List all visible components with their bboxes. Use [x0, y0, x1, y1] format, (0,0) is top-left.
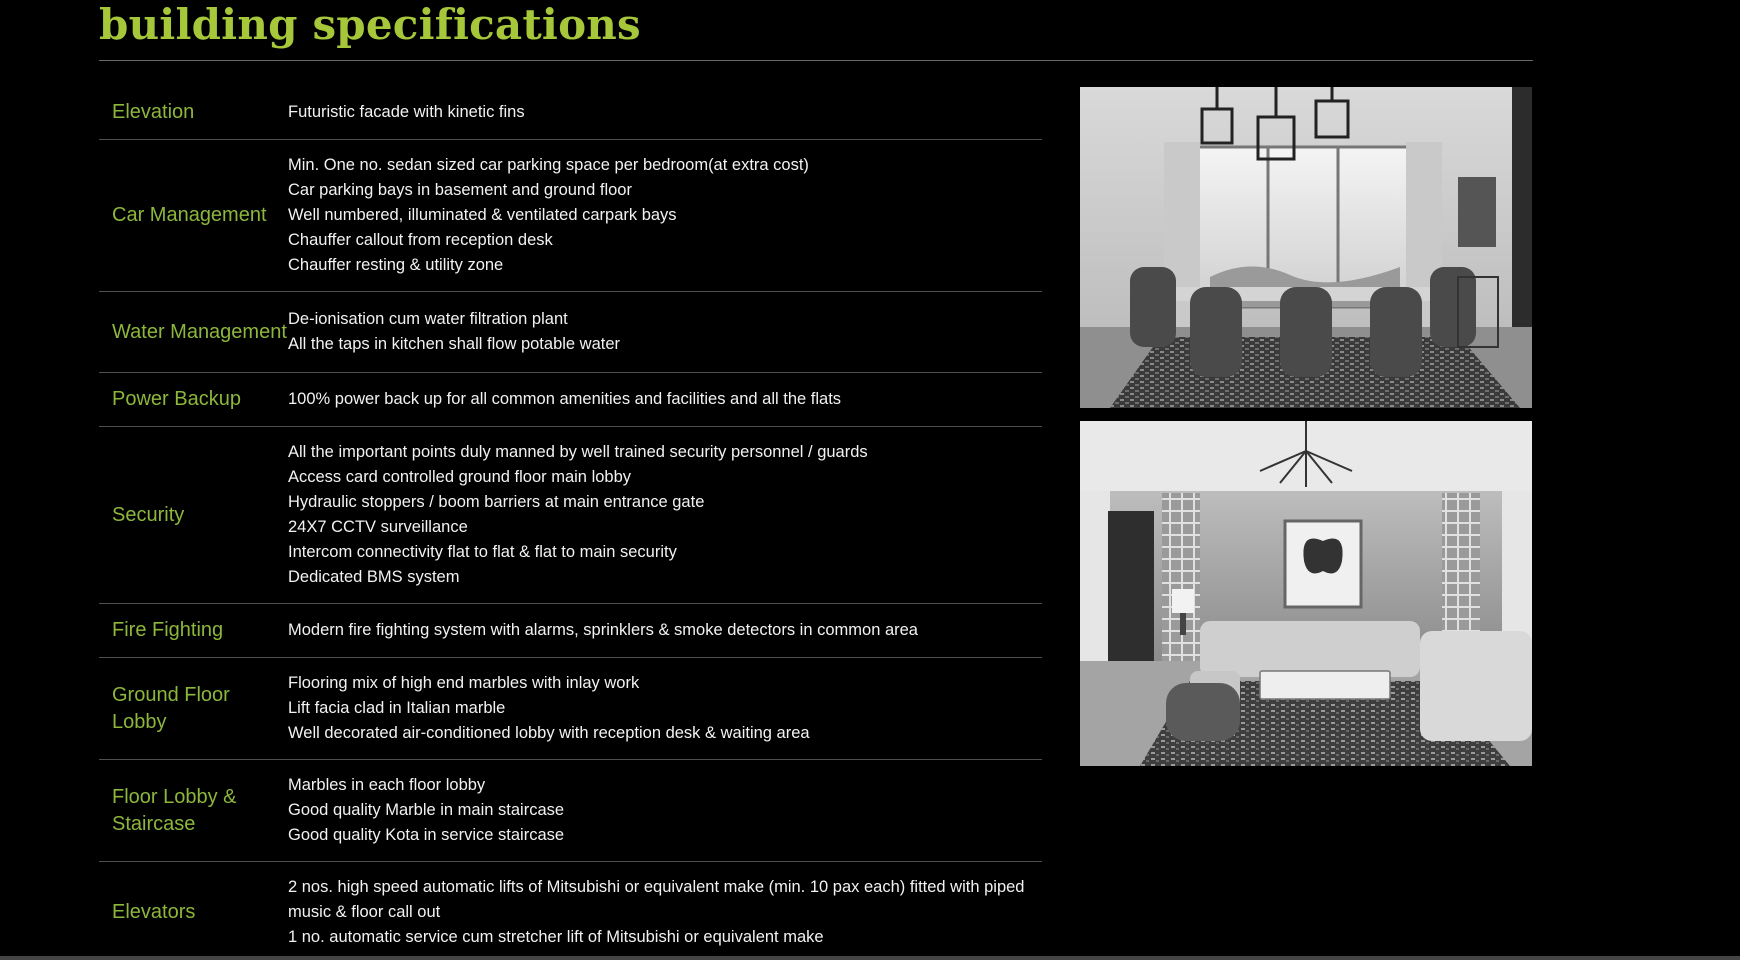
spec-item: Lift facia clad in Italian marble — [288, 699, 506, 717]
spec-row-car-management — [99, 140, 1042, 292]
spec-item: Chauffer callout from reception desk — [288, 231, 553, 249]
spec-row-fire-fighting — [99, 604, 1042, 658]
spec-items — [288, 307, 1042, 357]
spec-item: 24X7 CCTV surveillance — [288, 518, 468, 536]
spec-label: Power Backup — [112, 388, 241, 410]
spec-label: Floor Lobby & Staircase — [112, 785, 237, 835]
dining-room-illustration — [1080, 87, 1532, 408]
spec-row-security — [99, 427, 1042, 604]
spec-item: All the taps in kitchen shall flow potable water — [288, 335, 621, 353]
spec-row-water-management — [99, 292, 1042, 373]
dining-room-photo — [1080, 87, 1532, 408]
spec-row-power-backup — [99, 373, 1042, 427]
spec-item: All the important points duly manned by well trained security personnel / guards — [288, 443, 868, 461]
spec-item: 100% power back up for all common amenities and facilities and all the flats — [288, 390, 842, 408]
spec-item: Flooring mix of high end marbles with inlay work — [288, 674, 640, 692]
living-room-photo — [1080, 421, 1532, 766]
spec-items — [288, 671, 1042, 746]
spec-item: De-ionisation cum water filtration plant — [288, 310, 568, 328]
spec-items — [288, 153, 1042, 278]
spec-items — [288, 618, 1042, 643]
spec-label: Fire Fighting — [112, 619, 224, 641]
spec-row-elevation — [99, 86, 1042, 140]
spec-item: Futuristic facade with kinetic fins — [288, 103, 525, 121]
spec-label: Water Management — [112, 320, 287, 343]
title-divider — [99, 60, 1533, 61]
spec-label: Elevation — [112, 101, 195, 123]
spec-label: Car Management — [112, 204, 267, 226]
spec-item: 2 nos. high speed automatic lifts of Mitsubishi or equivalent make (min. 10 pax each) fitted with piped music & floor call out — [288, 877, 1025, 921]
spec-item: Min. One no. sedan sized car parking space per bedroom(at extra cost) — [288, 156, 809, 174]
spec-item: Marbles in each floor lobby — [288, 776, 486, 794]
spec-row-floor-lobby-staircase — [99, 760, 1042, 862]
bottom-edge — [0, 956, 1740, 960]
spec-label: Ground Floor Lobby — [112, 683, 230, 733]
spec-row-ground-floor-lobby — [99, 658, 1042, 760]
spec-item: Dedicated BMS system — [288, 568, 460, 586]
spec-item: Well decorated air-conditioned lobby with reception desk & waiting area — [288, 724, 810, 742]
spec-items — [288, 100, 1042, 125]
spec-item: 1 no. automatic service cum stretcher lift of Mitsubishi or equivalent make — [288, 927, 824, 946]
spec-item: Access card controlled ground floor main lobby — [288, 468, 632, 486]
spec-item: Chauffer resting & utility zone — [288, 256, 504, 274]
spec-item: Modern fire fighting system with alarms, sprinklers & smoke detectors in common area — [288, 621, 918, 639]
spec-item: Hydraulic stoppers / boom barriers at main entrance gate — [288, 493, 705, 511]
spec-items — [288, 440, 1042, 590]
spec-table — [99, 86, 1042, 960]
spec-label: Elevators — [112, 900, 196, 923]
spec-item: Good quality Kota in service staircase — [288, 826, 565, 844]
living-room-illustration — [1080, 421, 1532, 766]
spec-items — [288, 773, 1042, 848]
spec-item: Good quality Marble in main staircase — [288, 801, 565, 819]
spec-items — [288, 387, 1042, 412]
page-title: building specifications — [99, 0, 641, 49]
spec-item: Intercom connectivity flat to flat & flat to main security — [288, 543, 677, 561]
spec-items — [288, 875, 1042, 950]
spec-label: Security — [112, 503, 185, 526]
spec-item: Well numbered, illuminated & ventilated carpark bays — [288, 206, 677, 224]
spec-item: Car parking bays in basement and ground floor — [288, 181, 632, 199]
spec-row-elevators — [99, 862, 1042, 960]
